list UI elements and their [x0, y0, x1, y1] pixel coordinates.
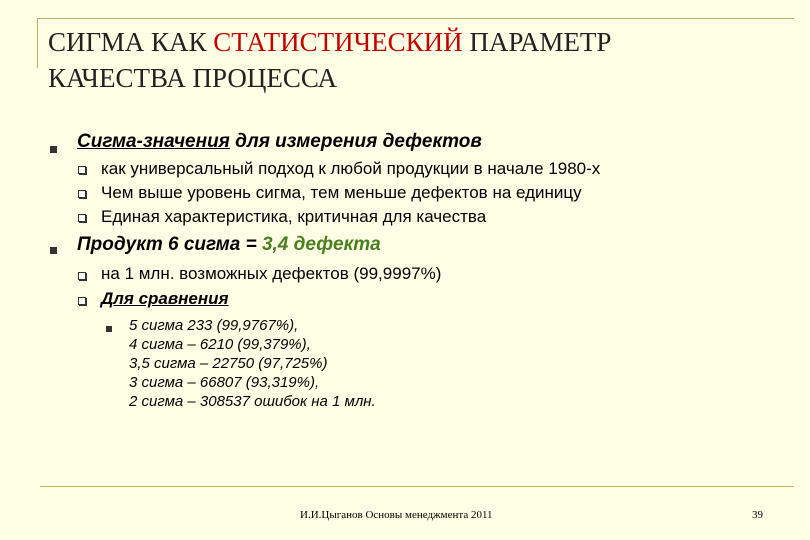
bullet-square-icon — [106, 326, 112, 332]
detail-line: 3 сигма – 66807 (93,319%), — [129, 374, 320, 391]
sub-bullet-1: как универсальный подход к любой продукции в начале 1980-х — [101, 159, 601, 178]
footer-rule — [40, 486, 794, 487]
detail-line: 5 сигма 233 (99,9767%), — [129, 317, 299, 334]
bullet-product-6-sigma: Продукт 6 сигма = 3,4 дефекта — [77, 234, 381, 255]
checkbox-bullet-icon — [78, 297, 86, 305]
slide-title: СИГМА КАК СТАТИСТИЧЕСКИЙ ПАРАМЕТР КАЧЕСТВА ПРОЦЕССА — [48, 27, 612, 93]
checkbox-bullet-icon — [78, 214, 86, 222]
bullet-square-icon — [50, 247, 57, 254]
page-number: 39 — [752, 509, 763, 521]
bullet-sigma-values: Сигма-значения для измерения дефектов — [77, 131, 482, 152]
sub-bullet-3: Единая характеристика, критичная для качества — [101, 207, 487, 226]
sub-bullet-2: Чем выше уровень сигма, тем меньше дефектов на единицу — [101, 183, 582, 202]
left-rule — [37, 18, 38, 68]
detail-line: 2 сигма – 308537 ошибок на 1 млн. — [129, 393, 376, 410]
footer-author: И.И.Цыганов Основы менеджмента 2011 — [300, 509, 493, 521]
checkbox-bullet-icon — [78, 272, 86, 280]
sub-bullet-million: на 1 млн. возможных дефектов (99,9997%) — [101, 264, 442, 283]
comparison-details — [129, 316, 376, 411]
checkbox-bullet-icon — [78, 190, 86, 198]
sub-bullet-comparison: Для сравнения — [101, 289, 229, 308]
detail-line: 3,5 сигма – 22750 (97,725%) — [129, 355, 328, 372]
top-rule — [37, 18, 794, 19]
detail-line: 4 сигма – 6210 (99,379%), — [129, 336, 311, 353]
checkbox-bullet-icon — [78, 166, 86, 174]
bullet-square-icon — [50, 146, 57, 153]
